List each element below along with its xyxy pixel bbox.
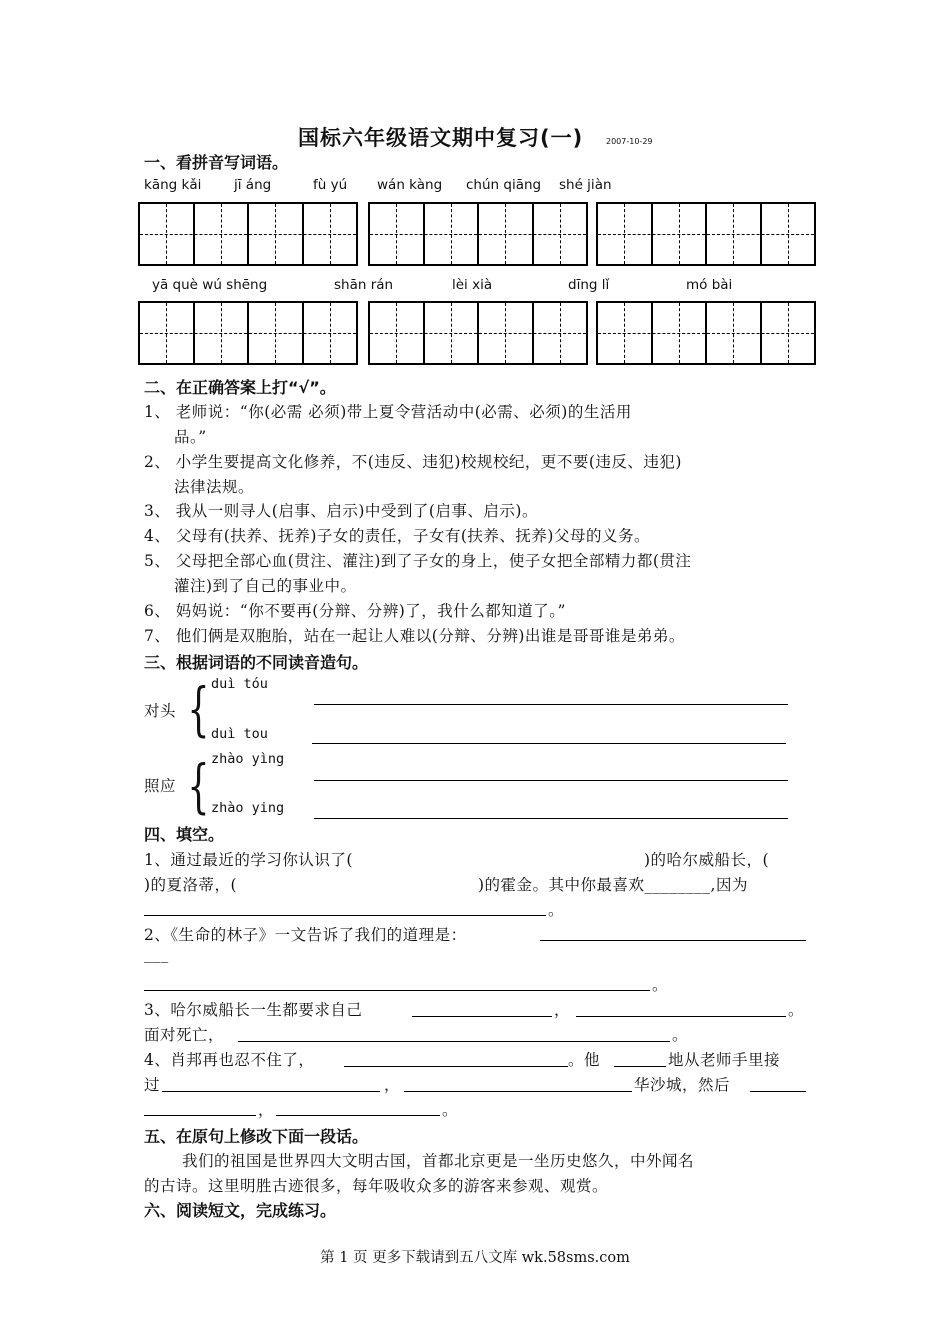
writing-grid[interactable] <box>138 202 358 266</box>
answer-blank[interactable] <box>750 1091 806 1092</box>
section2-heading: 二、在正确答案上打“√”。 <box>144 378 336 397</box>
question-line: 3、哈尔威船长一生都要求自己 <box>144 1001 363 1019</box>
punctuation: 。 <box>548 901 565 919</box>
page-title: 国标六年级语文期中复习(一) <box>298 126 584 150</box>
pinyin: shān rán <box>334 277 394 293</box>
section6-heading: 六、阅读短文，完成练习。 <box>144 1201 337 1220</box>
punctuation: 。 <box>788 1001 805 1019</box>
question-line: 7、 他们俩是双胞胎，站在一起让人难以(分辩、分辨)出谁是哥哥谁是弟弟。 <box>144 627 685 645</box>
pinyin: mó bài <box>686 277 733 293</box>
punctuation: 。 <box>442 1101 459 1119</box>
word-label: 对头 <box>144 702 177 720</box>
answer-blank[interactable] <box>404 1091 632 1092</box>
reading-pinyin: zhào yìng <box>211 751 285 767</box>
question-line: )的哈尔威船长，( <box>644 851 770 869</box>
pinyin: kāng kǎi <box>144 177 202 193</box>
section3-heading: 三、根据词语的不同读音造句。 <box>144 653 369 672</box>
word-label: 照应 <box>144 777 177 795</box>
answer-blank[interactable] <box>238 1041 670 1042</box>
pinyin: fù yú <box>313 177 348 193</box>
answer-blank[interactable] <box>576 1016 786 1017</box>
answer-blank[interactable] <box>344 1066 568 1067</box>
question-line: )的霍金。其中你最喜欢________,因为 <box>478 876 748 894</box>
section4-heading: 四、填空。 <box>144 825 225 844</box>
pinyin: wán kàng <box>377 177 443 193</box>
reading-pinyin: zhào ying <box>211 800 285 816</box>
answer-blank[interactable] <box>144 915 546 916</box>
punctuation: 。 <box>672 1026 689 1044</box>
page-footer: 第 1 页 更多下载请到五八文库 wk.58sms.com <box>320 1250 630 1266</box>
reading-pinyin: duì tóu <box>211 676 268 692</box>
brace-icon: { <box>187 675 210 743</box>
brace-icon: { <box>187 752 210 820</box>
answer-blank[interactable] <box>144 990 650 991</box>
punctuation: ， <box>384 1076 401 1094</box>
question-line: 过 <box>144 1076 161 1094</box>
writing-grid[interactable] <box>368 202 588 266</box>
question-line: )的夏洛蒂，( <box>144 876 238 894</box>
answer-line[interactable] <box>314 704 788 705</box>
pinyin: yā què wú shēng <box>152 277 268 293</box>
question-line: 华沙城，然后 <box>634 1076 731 1094</box>
pinyin: chún qiāng <box>466 177 542 193</box>
paragraph-line: 的古诗。这里明胜古迹很多，每年吸收众多的游客来参观、观赏。 <box>144 1177 609 1195</box>
reading-pinyin: duì tou <box>211 726 268 742</box>
punctuation: 。 <box>652 976 669 994</box>
question-line: 6、 妈妈说：“你不要再(分辩、分辨)了，我什么都知道了。” <box>144 602 566 620</box>
pinyin: lèi xià <box>452 277 493 293</box>
writing-grid[interactable] <box>368 301 588 365</box>
question-line: ___ <box>144 945 169 963</box>
punctuation: ， <box>258 1101 275 1119</box>
answer-line[interactable] <box>314 780 788 781</box>
question-line: 3、 我从一则寻人(启事、启示)中受到了(启事、启示)。 <box>144 502 538 520</box>
question-line: 地从老师手里接 <box>668 1051 781 1069</box>
answer-blank[interactable] <box>412 1016 552 1017</box>
pinyin: dīng lǐ <box>568 277 610 293</box>
question-line: 2、《生命的林子》一文告诉了我们的道理是： <box>144 926 467 944</box>
answer-line[interactable] <box>314 818 788 819</box>
section5-heading: 五、在原句上修改下面一段话。 <box>144 1127 369 1146</box>
question-line: 1、通过最近的学习你认识了( <box>144 851 353 869</box>
question-line: 法律法规。 <box>174 478 255 496</box>
writing-grid[interactable] <box>138 301 358 365</box>
question-line: 。他 <box>568 1051 601 1069</box>
answer-line[interactable] <box>312 743 786 744</box>
pinyin: shé jiàn <box>559 177 612 193</box>
question-line: 4、 父母有(扶养、抚养)子女的责任，子女有(扶养、抚养)父母的义务。 <box>144 527 650 545</box>
answer-blank[interactable] <box>144 1115 256 1116</box>
question-line: 2、 小学生要提高文化修养，不(违反、违犯)校规校纪，更不要(违反、违犯) <box>144 453 682 471</box>
section1-heading: 一、看拼音写词语。 <box>144 153 289 172</box>
question-line: 5、 父母把全部心血(贯注、灌注)到了子女的身上，使子女把全部精力都(贯注 <box>144 552 692 570</box>
answer-blank[interactable] <box>276 1115 440 1116</box>
question-line: 品。” <box>174 428 207 446</box>
answer-blank[interactable] <box>614 1066 666 1067</box>
answer-blank[interactable] <box>162 1091 380 1092</box>
answer-blank[interactable] <box>540 940 806 941</box>
question-line: 面对死亡， <box>144 1026 225 1044</box>
pinyin: jī áng <box>234 177 272 193</box>
question-line: 4、肖邦再也忍不住了， <box>144 1051 315 1069</box>
question-line: 灌注)到了自己的事业中。 <box>174 577 357 595</box>
paragraph-line: 我们的祖国是世界四大文明古国，首都北京更是一坐历史悠久，中外闻名 <box>182 1152 695 1170</box>
punctuation: ， <box>554 1001 571 1019</box>
question-line: 1、 老师说：“你(必需 必须)带上夏令营活动中(必需、必须)的生活用 <box>144 403 632 421</box>
date-stamp: 2007-10-29 <box>606 137 653 146</box>
writing-grid[interactable] <box>596 202 816 266</box>
writing-grid[interactable] <box>596 301 816 365</box>
